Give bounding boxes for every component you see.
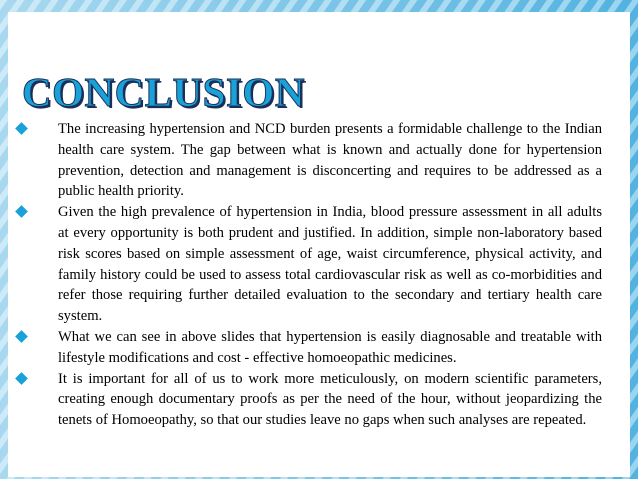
bullet-list: [16, 119, 602, 431]
diamond-bullet-icon: [15, 205, 28, 218]
bullet-item: [16, 369, 602, 431]
bullet-item: [16, 202, 602, 327]
bullet-item: [16, 119, 602, 202]
slide-title: CONCLUSION: [22, 69, 305, 115]
diamond-bullet-icon: [15, 330, 28, 343]
bullet-text: Given the high prevalence of hypertension in India, blood pressure assessment in all adults at every opportunity is both prudent and justified. In addition, simple non-laboratory based risk scores based on simple assessment of age, waist circumference, physical activity, and family history could be used to assess total cardiovascular risk as well as co-morbidities and refer those requiring further detailed evaluation to the secondary and tertiary health care system.: [58, 204, 602, 325]
bullet-text: The increasing hypertension and NCD burden presents a formidable challenge to the Indian health care system. The gap between what is known and actually done for hypertension prevention, detection and management is disconcerting and requires to be addressed as a public health priority.: [58, 121, 602, 200]
diamond-bullet-icon: [15, 122, 28, 135]
bullet-text: What we can see in above slides that hypertension is easily diagnosable and treatable with lifestyle modifications and cost - effective homoeopathic medicines.: [58, 328, 602, 366]
diamond-bullet-icon: [15, 372, 28, 385]
bullet-item: [16, 327, 602, 369]
bullet-text: It is important for all of us to work more meticulously, on modern scientific parameters, creating enough documentary proofs as per the need of the hour, without jeopardizing the tenets of Homoeopathy, so that our studies leave no gaps when such analyses are repeated.: [58, 370, 602, 429]
